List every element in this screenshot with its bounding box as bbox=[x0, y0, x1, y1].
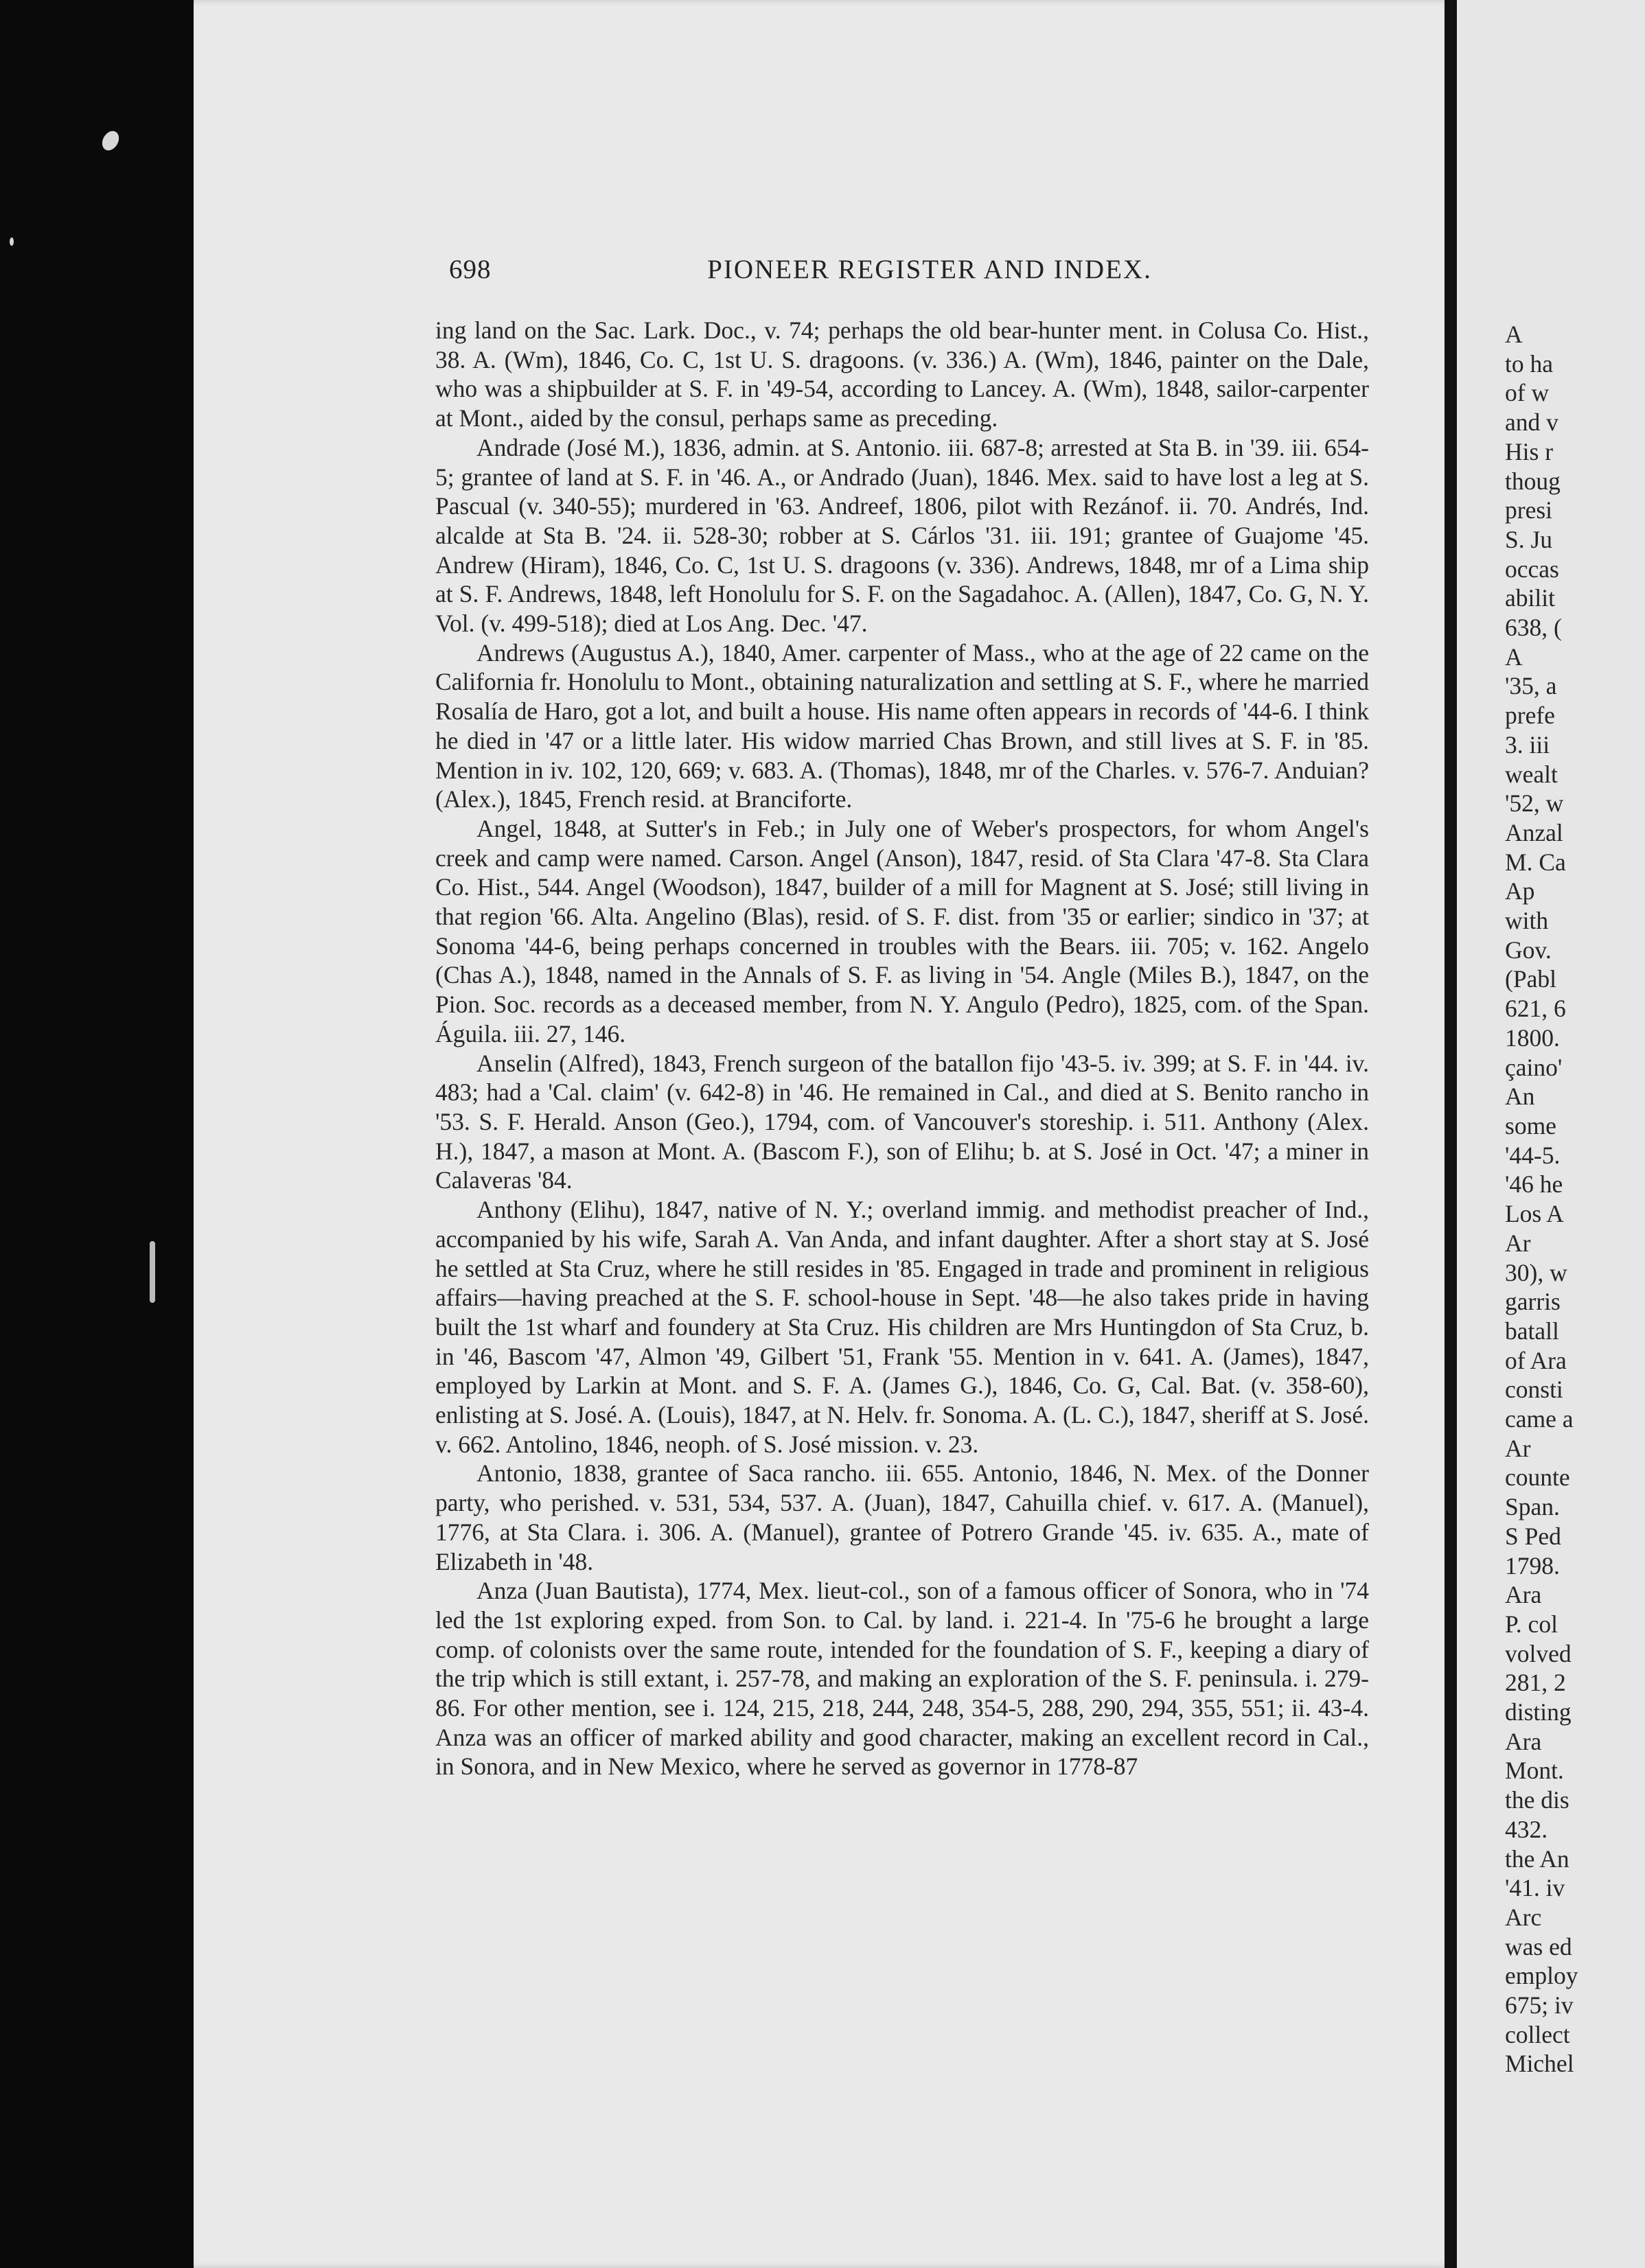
facing-page-line: Ap bbox=[1505, 877, 1535, 905]
running-head: PIONEER REGISTER AND INDEX. bbox=[707, 255, 1152, 284]
page-header bbox=[449, 244, 1410, 294]
facing-page-line: consti bbox=[1505, 1376, 1563, 1404]
facing-page-line: Mont. bbox=[1505, 1757, 1564, 1785]
facing-page-line: 638, ( bbox=[1505, 614, 1562, 642]
facing-page-line: 30), w bbox=[1505, 1258, 1567, 1286]
facing-page-line: batall bbox=[1505, 1317, 1559, 1345]
facing-page-line: Ar bbox=[1505, 1229, 1531, 1257]
facing-page-line: with bbox=[1505, 907, 1549, 935]
facing-page-line: 621, 6 bbox=[1505, 995, 1566, 1023]
facing-page-line: Gov. bbox=[1505, 936, 1552, 964]
facing-page-line: the dis bbox=[1505, 1786, 1569, 1814]
entry-paragraph: Angel, 1848, at Sutter's in Feb.; in July one of Weber's prospectors, for whom Angel's creek and camp were named. Carson. Angel (Anson), 1847, resid. of Sta Clara '47-8. Sta Clara Co. Hist., 544. Angel (Woodson), 1847, builder of a mill for Magnent at S. José; still living in that region '66. Alta. Angelino (Blas), resid. of S. F. dist. from '35 or earlier; sindico in '37; at Sonoma '44-6, being perhaps concerned in troubles with the Bears. iii. 705; v. 162. Angelo (Chas A.), 1848, named in the Annals of S. F. as living in '54. Angle (Miles B.), 1847, on the Pion. Soc. records as a deceased member, from N. Y. Angulo (Pedro), 1825, com. of the Span. Águila. iii. 27, 146. bbox=[435, 814, 1369, 1048]
facing-page-line: 3. iii bbox=[1505, 730, 1550, 759]
facing-page-line: volved bbox=[1505, 1639, 1572, 1667]
facing-page-line: 432. bbox=[1505, 1815, 1548, 1843]
entry-paragraph: Antonio, 1838, grantee of Saca rancho. iii. 655. Antonio, 1846, N. Mex. of the Donner party, who perished. v. 531, 534, 537. A. (Juan), 1847, Cahuilla chief. v. 617. A. (Manuel), 1776, at Sta Clara. i. 306. A. (Manuel), grantee of Potrero Grande '45. iv. 635. A., mate of Elizabeth in '48. bbox=[435, 1459, 1369, 1575]
facing-page-line: presi bbox=[1505, 496, 1553, 524]
facing-page-line: 675; iv bbox=[1505, 1991, 1574, 2020]
facing-page-text bbox=[1505, 320, 1645, 2079]
facing-page-line: Michel bbox=[1505, 2050, 1574, 2078]
facing-page-line: Ara bbox=[1505, 1727, 1542, 1755]
facing-page-line: 1800. bbox=[1505, 1023, 1560, 1052]
facing-page-line: A bbox=[1505, 321, 1523, 348]
facing-page-line: M. Ca bbox=[1505, 848, 1566, 876]
facing-page-line: 1798. bbox=[1505, 1551, 1560, 1579]
page-number: 698 bbox=[449, 255, 492, 284]
facing-page-line: S. Ju bbox=[1505, 525, 1553, 553]
facing-page-line: occas bbox=[1505, 555, 1559, 583]
facing-page-line: Ar bbox=[1505, 1434, 1531, 1462]
facing-page-line: garris bbox=[1505, 1288, 1561, 1316]
book-gutter bbox=[1445, 0, 1457, 2268]
facing-page-line: çaino' bbox=[1505, 1053, 1563, 1081]
facing-page-line: Span. bbox=[1505, 1493, 1560, 1521]
scan-speck bbox=[150, 1241, 155, 1303]
facing-page-line: P. col bbox=[1505, 1610, 1558, 1638]
facing-page-line: '35, a bbox=[1505, 672, 1557, 700]
facing-page-line: abilit bbox=[1505, 584, 1555, 612]
facing-page bbox=[1457, 0, 1645, 2268]
facing-page-line: Anzal bbox=[1505, 818, 1563, 846]
facing-page-line: thoug bbox=[1505, 467, 1561, 495]
entry-paragraph: Anza (Juan Bautista), 1774, Mex. lieut-col., son of a famous officer of Sonora, who in '74 led the 1st exploring exped. from Son. to Cal. by land. i. 221-4. In '75-6 he brought a large comp. of colonists over the same route, intended for the foundation of S. F., keeping a diary of the trip which is still extant, i. 257-78, and making an exploration of the S. F. peninsula. i. 279-86. For other mention, see i. 124, 215, 218, 244, 248, 354-5, 288, 290, 294, 355, 551; ii. 43-4. Anza was an officer of marked ability and good character, making an excellent record in Cal., in Sonora, and in New Mexico, where he served as governor in 1778-87 bbox=[435, 1577, 1369, 1781]
facing-page-line: wealt bbox=[1505, 760, 1558, 788]
facing-page-line: of w bbox=[1505, 379, 1550, 407]
facing-page-line: prefe bbox=[1505, 702, 1555, 730]
facing-page-line: His r bbox=[1505, 437, 1554, 465]
entry-paragraph: ing land on the Sac. Lark. Doc., v. 74; perhaps the old bear-hunter ment. in Colusa Co. Hist., 38. A. (Wm), 1846, Co. C, 1st U. S. dragoons. (v. 336.) A. (Wm), 1846, painter on the Dale, who was a shipbuilder at S. F. in '49-54, according to Lancey. A. (Wm), 1848, sailor-carpenter at Mont., aided by the consul, perhaps same as preceding. bbox=[435, 316, 1369, 432]
facing-page-line: S Ped bbox=[1505, 1522, 1561, 1550]
facing-page-line: the An bbox=[1505, 1844, 1569, 1873]
facing-page-line: An bbox=[1505, 1083, 1535, 1111]
facing-page-line: '52, w bbox=[1505, 789, 1564, 818]
facing-page-line: '44-5. bbox=[1505, 1141, 1561, 1169]
facing-page-line: some bbox=[1505, 1111, 1556, 1139]
facing-page-line: Arc bbox=[1505, 1903, 1542, 1931]
scan-margin-left bbox=[0, 0, 194, 2268]
facing-page-line: employ bbox=[1505, 1962, 1578, 1990]
facing-page-line: (Pabl bbox=[1505, 965, 1556, 993]
facing-page-line: was ed bbox=[1505, 1932, 1572, 1960]
scan-speck bbox=[99, 128, 122, 154]
scan-speck bbox=[10, 238, 14, 246]
facing-page-line: of Ara bbox=[1505, 1346, 1567, 1374]
facing-page-line: Ara bbox=[1505, 1581, 1542, 1609]
facing-page-line: '41. iv bbox=[1505, 1874, 1565, 1902]
facing-page-line: Los A bbox=[1505, 1200, 1564, 1228]
facing-page-line: '46 he bbox=[1505, 1170, 1563, 1199]
entry-paragraph: Anthony (Elihu), 1847, native of N. Y.; overland immig. and methodist preacher of Ind., accompanied by his wife, Sarah A. Van Anda, and infant daughter. After a short stay at S. José he settled at Sta Cruz, where he still resides in '85. Engaged in trade and prominent in religious affairs—having preached at the S. F. school-house in Sept. '48—he also takes pride in having built the 1st wharf and foundery at Sta Cruz. His children are Mrs Huntingdon of Sta Cruz, b. in '46, Bascom '47, Almon '49, Gilbert '51, Frank '55. Mention in v. 641. A. (James), 1847, employed by Larkin at Mont. and S. F. A. (James G.), 1846, Co. G, Cal. Bat. (v. 358-60), enlisting at S. José. A. (Louis), 1847, at N. Helv. fr. Sonoma. A. (L. C.), 1847, sheriff at S. José. v. 662. Antolino, 1846, neoph. of S. José mission. v. 23. bbox=[435, 1196, 1369, 1458]
entry-paragraph: Andrade (José M.), 1836, admin. at S. Antonio. iii. 687-8; arrested at Sta B. in '39. iii. 654-5; grantee of land at S. F. in '46. A., or Andrado (Juan), 1846. Mex. said to have lost a leg at S. Pascual (v. 340-55); murdered in '63. Andreef, 1806, pilot with Rezánof. ii. 70. Andrés, Ind. alcalde at Sta B. '24. ii. 528-30; robber at S. Cárlos '31. iii. 191; grantee of Guajome '45. Andrew (Hiram), 1846, Co. C, 1st U. S. dragoons (v. 336). Andrews, 1848, mr of a Lima ship at S. F. Andrews, 1848, left Honolulu for S. F. on the Sagadahoc. A. (Allen), 1847, Co. G, N. Y. Vol. (v. 499-518); died at Los Ang. Dec. '47. bbox=[435, 433, 1369, 638]
facing-page-line: and v bbox=[1505, 408, 1558, 437]
facing-page-line: collect bbox=[1505, 2020, 1570, 2048]
facing-page-line: 281, 2 bbox=[1505, 1669, 1566, 1697]
register-text bbox=[435, 316, 1369, 1781]
facing-page-line: to ha bbox=[1505, 349, 1553, 378]
facing-page-line: counte bbox=[1505, 1463, 1570, 1492]
entry-paragraph: Anselin (Alfred), 1843, French surgeon of the batallon fijo '43-5. iv. 399; at S. F. in '44. iv. 483; had a 'Cal. claim' (v. 642-8) in '46. He remained in Cal., and died at S. Benito rancho in '53. S. F. Herald. Anson (Geo.), 1794, com. of Vancouver's storeship. i. 511. Anthony (Alex. H.), 1847, a mason at Mont. A. (Bascom F.), son of Elihu; b. at S. José in Oct. '47; a miner in Calaveras '84. bbox=[435, 1049, 1369, 1194]
entry-paragraph: Andrews (Augustus A.), 1840, Amer. carpenter of Mass., who at the age of 22 came on the California fr. Honolulu to Mont., obtaining naturalization and settling at S. F., where he married Rosalía de Haro, got a lot, and built a house. His name often appears in records of '44-6. I think he died in '47 or a little later. His widow married Chas Brown, and still lives at S. F. in '85. Mention in iv. 102, 120, 669; v. 683. A. (Thomas), 1848, mr of the Charles. v. 576-7. Anduian? (Alex.), 1845, French resid. at Branciforte. bbox=[435, 638, 1369, 813]
facing-page-line: came a bbox=[1505, 1405, 1574, 1433]
facing-page-line: A bbox=[1505, 643, 1523, 671]
facing-page-line: disting bbox=[1505, 1698, 1572, 1726]
